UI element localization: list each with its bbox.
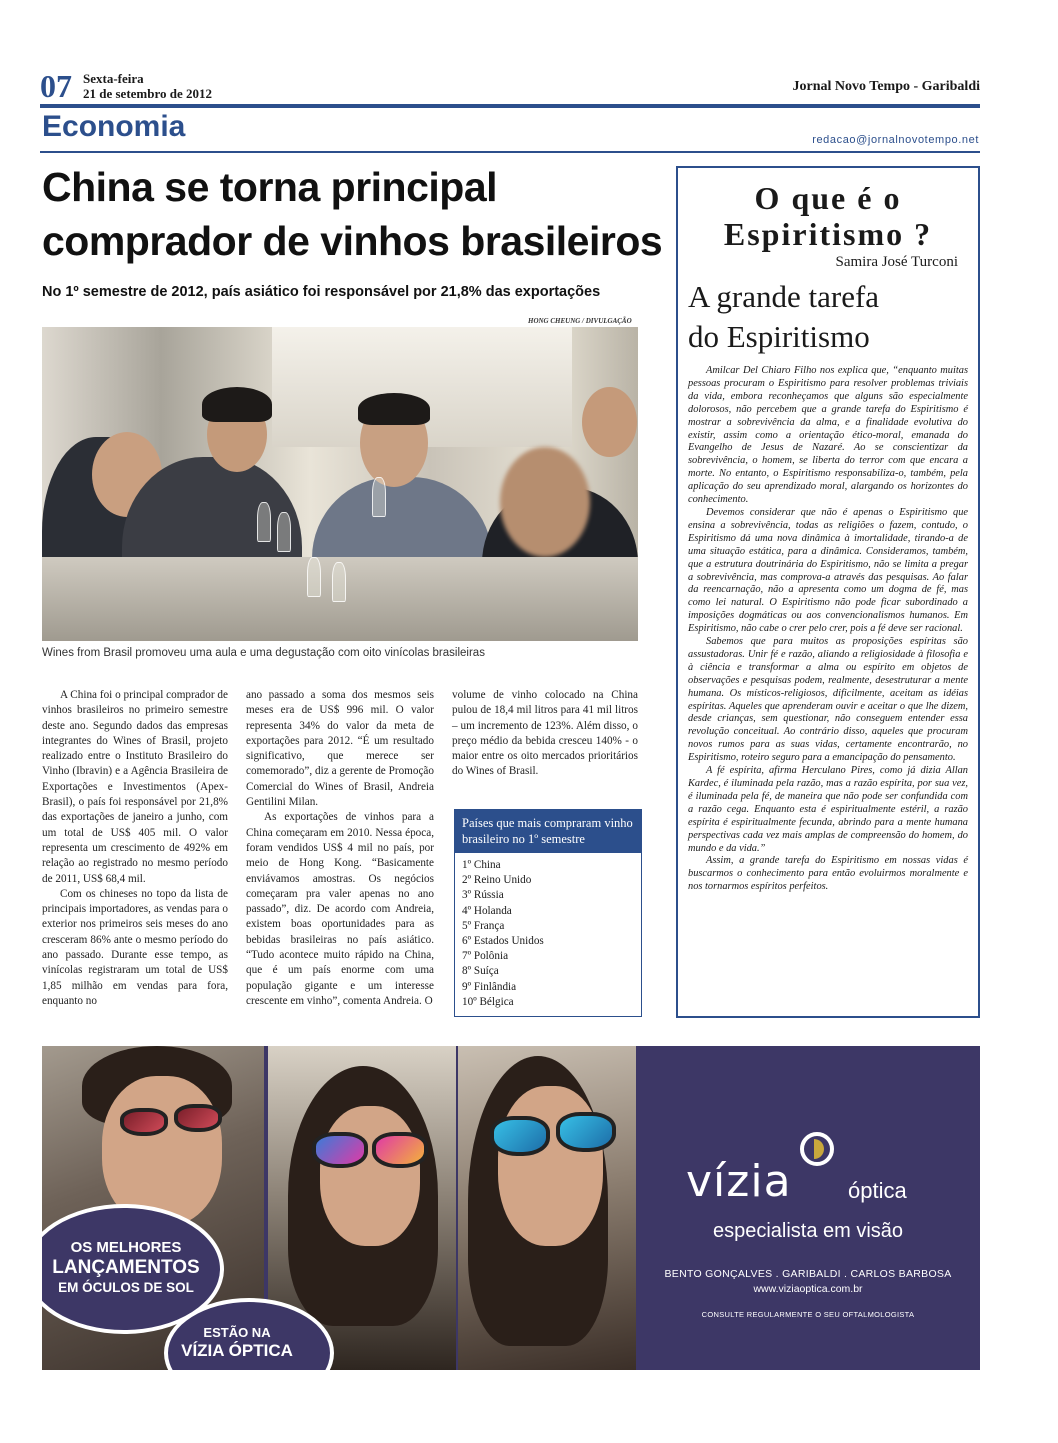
sunglasses-icon (490, 1116, 550, 1156)
column-author: Samira José Turconi (835, 254, 958, 270)
promo-line: ESTÃO NA (203, 1325, 271, 1340)
article-subhead: No 1º semestre de 2012, país asiático foi responsável por 21,8% das exportações (42, 284, 601, 300)
ad-face (320, 1106, 420, 1246)
ranking-item: 6º Estados Unidos (462, 935, 544, 948)
header-rule (40, 104, 980, 108)
optics-advertisement[interactable] (42, 1046, 980, 1370)
photo-glass (277, 512, 291, 552)
article-headline: China se torna principal comprador de vinhos brasileiros (42, 164, 663, 264)
date: 21 de setembro de 2012 (83, 86, 213, 101)
paragraph: A China foi o principal comprador de vinhos brasileiros no primeiro semestre deste ano. Segundo dados das empresas integrantes do Wines of Brasil, projeto realizado entre o Instituto Brasileiro do Vinho (Ibravin) e a Agência Brasileira de Exportações e Investimentos (Apex-Brasil), o país foi responsável por 21,8% das exportações de janeiro a junho, com um total de US$ 405 mil. O valor representa um crescimento de 492% em relação ao registrado no mesmo período de 2011, US$ 68,4 mil. (42, 689, 228, 885)
column-heading-line1: A grande tarefa (688, 279, 880, 314)
article-column-2 (246, 688, 434, 1009)
health-notice: CONSULTE REGULARMENTE O SEU OFTALMOLOGISTA (701, 1310, 915, 1319)
photo-head (582, 387, 637, 457)
promo-line: VÍZIA ÓPTICA (181, 1341, 293, 1360)
promo-line: EM ÓCULOS DE SOL (58, 1280, 194, 1295)
promo-text (172, 1324, 302, 1361)
sunglasses-icon (372, 1132, 428, 1168)
column-title-line1: O que é o (754, 180, 902, 216)
ranking-item: 9º Finlândia (462, 980, 517, 993)
ranking-item: 1º China (462, 859, 501, 871)
sunglasses-icon (174, 1104, 222, 1132)
paragraph: Assim, a grande tarefa do Espiritismo em nossas vidas é buscarmos o conhecimento para então evoluirmos moralmente e nos tornarmos espíritos perfeitos. (688, 855, 968, 893)
photo-glass (332, 562, 346, 602)
sunglasses-icon (312, 1132, 368, 1168)
sunglasses-icon (120, 1108, 168, 1136)
ranking-title: Países que mais compraram vinho brasileiro no 1º semestre (455, 810, 641, 853)
promo-text (42, 1238, 210, 1296)
paragraph: As exportações de vinhos para a China começaram em 2010. Nessa época, foram vendidos US$ 4 mil no país, por meio de Hong Kong. “Basicamente enviávamos amostras. Os negócios começaram pra valer apenas no ano passado”, diz. De acordo com Andreia, existem boas oportunidades para as bebidas brasileiras no país asiático. “Tudo acontece muito rápido na China, que é um país enorme com uma população gigante e um interesse crescente em vinho”, comenta Andreia. O (246, 811, 434, 1007)
paragraph: Amilcar Del Chiaro Filho nos explica que, “enquanto muitas pessoas procuram o Espiritismo para resolver problemas triviais da vida, embora reconheçamos que alguns são especialmente dolorosos, não percebem que a grande tarefa do Espiritismo é mostrar a sobrevivência da alma, e a finalidade evolutiva do existir, assim como a orientação ético-moral, emanada do Evangelho de Jesus de Nazaré. Ao se conscientizar da sobrevivência, o homem, se liberta do terror com que encara a morte. No entanto, o Espiritismo responsabiliza-o, também, pela aplicação do seu aprendizado moral, alargando os horizontes do conhecimento. (688, 365, 968, 506)
photo-glass (307, 557, 321, 597)
page-number: 07 (40, 68, 72, 104)
ranking-item: 4º Holanda (462, 904, 512, 917)
photo-glass (257, 502, 271, 542)
promo-line: OS MELHORES (70, 1239, 182, 1256)
photo-caption: Wines from Brasil promoveu uma aula e uma degustação com oito vinícolas brasileiras (42, 647, 485, 659)
paragraph: volume de vinho colocado na China pulou de 18,4 mil litros para 41 mil litros – um incremento de 123%. Além disso, o preço médio da bebida cresceu 140% - o maior entre os oito mercados prioritários do Wines of Brasil. (452, 689, 638, 778)
photo-credit: HONG CHEUNG / DIVULGAÇÃO (528, 317, 632, 325)
ranking-item: 5º França (462, 919, 505, 932)
ranking-item: 7º Polônia (462, 950, 509, 963)
photo-hair (202, 387, 272, 422)
brand-slogan: especialista em visão (712, 1220, 904, 1242)
sunglasses-icon (556, 1112, 616, 1152)
newspaper-name: Jornal Novo Tempo - Garibaldi (792, 79, 980, 94)
article-column-1 (42, 688, 228, 1009)
section-title: Economia (42, 110, 186, 143)
store-cities: BENTO GONÇALVES . GARIBALDI . CARLOS BARBOSA (664, 1268, 952, 1280)
ad-face (498, 1086, 603, 1246)
column-heading-line2: do Espiritismo (688, 319, 870, 354)
column-body (688, 365, 968, 894)
brand-name: vízia (686, 1156, 792, 1207)
section-rule (40, 151, 980, 153)
photo-head (500, 447, 590, 557)
contact-email[interactable]: redacao@jornalnovotempo.net (812, 134, 979, 146)
paragraph: Devemos considerar que não é apenas o Espiritismo que ensina a sobrevivência, todas as religiões o fazem, contudo, o Espiritismo dá uma nova dinâmica à imortalidade, tirando-a de uma situação estática, para a dinâmica. Consideramos, também, que a estrutura doutrinária do Espiritismo, não se limita a pregar a sobrevivência, mas comprova-a através das pesquisas. Ao falar da reencarnação, não a apresenta como um dogma de fé, mas como lei natural. O Espiritismo não pode ficar subordinado a imposições dogmáticas ou aos convencionalismos humanos. Em Espiritismo, não cabe o crer pelo crer, pois a fé deve ser racional. (688, 506, 968, 635)
article-column-3 (452, 688, 638, 780)
ranking-list (455, 853, 641, 1015)
brand-sub: óptica (848, 1178, 907, 1203)
photo-glass (372, 477, 386, 517)
paragraph: Sabemos que para muitos as proposições espíritas são assustadoras. Unir fé e razão, aliando a religiosidade à filosofia e à ciência e transformar a alma ou espírito em objetos de observações e pesquisas podem, realmente, desestruturar a mente humana. Os místicos-religiosos, dificilmente, aceitam as idéias espíritas. Aqueles que aprenderam ouvir e aceitar o que lhe dizem, desde crianças, sem questionar, não conseguem entender essa revolução conceitual. Ao contrário disso, aqueles que procuram novos rumos para as suas vidas, certamente encontrarão, no Espiritismo, roteiro seguro para a emancipação do pensamento. (688, 636, 968, 764)
weekday: Sexta-feira (83, 71, 144, 86)
ranking-item: 8º Suíça (462, 965, 499, 978)
brand-website[interactable]: www.viziaoptica.com.br (753, 1283, 863, 1295)
article-photo (42, 327, 638, 641)
ranking-box (454, 809, 642, 1017)
paragraph: Com os chineses no topo da lista de principais importadores, as vendas para o exterior nos primeiros seis meses do ano cresceram 86% ante o mesmo período do ano passado. Durante esse tempo, as vinícolas registraram um total de US$ 1,85 milhão em vendas para fora, enquanto no (42, 887, 228, 1007)
column-title-line2: Espiritismo ? (723, 216, 933, 252)
paragraph: A fé espírita, afirma Herculano Pires, como já dizia Allan Kardec, é iluminada pela razão, mas a razão espírita, por sua vez, é iluminada pela fé, de maneira que não pode ser confundida com a razão cega. Enquanto esta é espiritualmente estéril, a razão espírita é espiritualmente fecunda, abrindo para a mente humana perspectivas cada vez mais amplas de compreensão do homem, do mundo e da vida.” (688, 765, 968, 854)
promo-line: LANÇAMENTOS (52, 1257, 200, 1278)
ranking-item: 3º Rússia (462, 889, 504, 902)
spiritism-column (676, 166, 980, 1018)
paragraph: ano passado a soma dos mesmos seis meses era de US$ 996 mil. O valor representa 34% do valor da meta de exportações para 2012. “É um resultado significativo, que merece ser comemorado”, diz a gerente de Promoção Comercial do Wines of Brasil, Andreia Gentilini Milan. (246, 689, 434, 809)
ranking-item: 10º Bélgica (462, 995, 514, 1008)
ranking-item: 2º Reino Unido (462, 874, 532, 887)
photo-hair (358, 393, 430, 425)
ad-photo-woman-2 (458, 1046, 636, 1370)
